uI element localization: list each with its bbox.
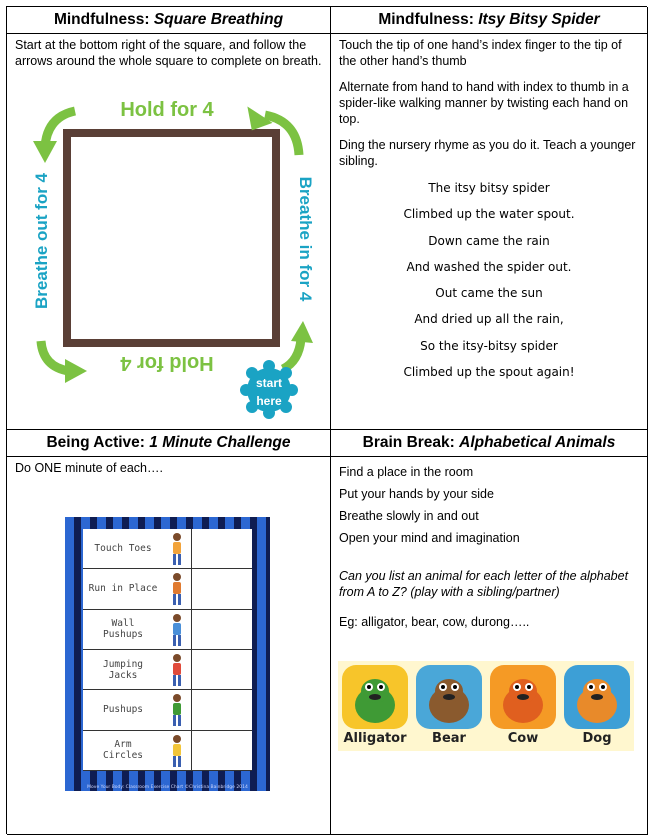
rhyme-line: And dried up all the rain,: [414, 312, 564, 327]
square-breathing-instructions: Start at the bottom right of the square, and follow the arrows around the whole square to complete on breath.: [15, 38, 322, 68]
exercise-row: [83, 569, 252, 609]
activity-table: [6, 6, 647, 834]
exercise-name-line: Pushups: [102, 629, 144, 641]
animal-card: [414, 663, 484, 749]
rhyme-line: And washed the spider out.: [406, 259, 572, 274]
exercise-chart-inner: [83, 529, 252, 771]
animal-name: Alligator: [343, 731, 407, 746]
animal-name: Bear: [432, 731, 466, 746]
exercise-row: [83, 610, 252, 650]
exercise-figure-icon: [163, 529, 192, 568]
exercise-label: [83, 690, 163, 729]
exercise-name-line: Jumping: [102, 658, 144, 670]
animal-card: [488, 663, 558, 749]
hold-top-label: Hold for 4: [120, 99, 214, 121]
instruction-paragraph: Touch the tip of one hand’s index finger to the tip of the other hand’s thumb: [339, 38, 622, 68]
hold-bottom-label: Hold for 4: [120, 352, 214, 374]
svg-text:here: here: [256, 394, 282, 408]
animal-cards: [338, 661, 634, 751]
exercise-name-line: Touch Toes: [94, 543, 152, 555]
exercise-row: [83, 529, 252, 569]
svg-text:start: start: [255, 376, 283, 390]
instruction-paragraph: Alternate from hand to hand with index to thumb in a spider-like walking manner by twisting each hand on top.: [339, 80, 629, 126]
exercise-row: [83, 650, 252, 690]
breathe-in-label: Breathe in for 4: [296, 176, 315, 302]
exercise-label: [83, 731, 163, 770]
itsy-bitsy-cell: [331, 7, 648, 430]
rhyme-line: Down came the rain: [428, 233, 550, 248]
exercise-name-line: Arm: [114, 739, 132, 751]
rhyme-line: Climbed up the water spout.: [403, 207, 575, 222]
exercise-name-line: Circles: [102, 750, 144, 762]
square-breathing-diagram: [7, 69, 330, 419]
exercise-row: [83, 690, 252, 730]
example-text: Eg: alligator, bear, cow, durong…..: [339, 615, 530, 629]
alphabet-question: Can you list an animal for each letter of the alphabet from A to Z? (play with a sibling/partner): [339, 569, 629, 599]
one-minute-title: Being Active: 1 Minute Challenge: [7, 430, 330, 457]
arrow-bottom-right-icon: [283, 339, 301, 369]
animal-picture-icon: [564, 665, 630, 729]
nursery-rhyme: [331, 175, 647, 385]
exercise-figure-icon: [163, 650, 192, 689]
one-minute-cell: [7, 430, 331, 835]
exercise-chart: [65, 517, 270, 791]
chart-footer: Move Your Body: Classroom Exercise Chart ©Christina Bainbridge 2014: [87, 785, 248, 790]
square-breathing-title: Mindfulness: Square Breathing: [7, 7, 330, 34]
rhyme-line: Out came the sun: [435, 286, 543, 301]
breathing-square: [67, 133, 276, 343]
exercise-label: [83, 650, 163, 689]
start-here-badge: [240, 360, 298, 419]
rhyme-line: The itsy bitsy spider: [428, 181, 550, 195]
animal-picture-icon: [490, 665, 556, 729]
exercise-check-box: [192, 569, 252, 608]
exercise-check-box: [192, 650, 252, 689]
exercise-label: [83, 610, 163, 649]
step-item: Find a place in the room: [339, 465, 474, 479]
animal-card: [562, 663, 632, 749]
exercise-figure-icon: [163, 690, 192, 729]
exercise-name-line: Run in Place: [88, 583, 158, 595]
step-item: Breathe slowly in and out: [339, 509, 479, 523]
exercise-name-line: Wall: [111, 618, 135, 630]
one-minute-intro: Do ONE minute of each….: [15, 461, 163, 475]
instruction-paragraph: Ding the nursery rhyme as you do it. Teach a younger sibling.: [339, 138, 636, 168]
alphabet-animals-title: Brain Break: Alphabetical Animals: [331, 430, 647, 457]
rhyme-line: So the itsy-bitsy spider: [420, 338, 558, 353]
itsy-bitsy-title: Mindfulness: Itsy Bitsy Spider: [331, 7, 647, 34]
animal-picture-icon: [416, 665, 482, 729]
exercise-row: [83, 731, 252, 771]
animal-name: Dog: [582, 731, 612, 746]
breathe-out-label: Breathe out for 4: [32, 172, 51, 310]
exercise-figure-icon: [163, 610, 192, 649]
exercise-name-line: Jacks: [108, 669, 138, 681]
step-item: Open your mind and imagination: [339, 531, 520, 545]
step-item: Put your hands by your side: [339, 487, 494, 501]
exercise-figure-icon: [163, 731, 192, 770]
exercise-check-box: [192, 731, 252, 770]
exercise-label: [83, 569, 163, 608]
exercise-figure-icon: [163, 569, 192, 608]
exercise-label: [83, 529, 163, 568]
exercise-check-box: [192, 529, 252, 568]
exercise-name-line: Pushups: [102, 704, 144, 716]
animal-card: [340, 663, 410, 749]
square-breathing-cell: [7, 7, 331, 430]
itsy-bitsy-instructions: [331, 34, 647, 169]
alphabet-animals-cell: [331, 430, 648, 835]
animal-name: Cow: [507, 731, 539, 746]
exercise-check-box: [192, 610, 252, 649]
rhyme-line: Climbed up the spout again!: [403, 365, 575, 380]
animal-picture-icon: [342, 665, 408, 729]
alphabet-animals-steps: [331, 457, 647, 630]
exercise-check-box: [192, 690, 252, 729]
